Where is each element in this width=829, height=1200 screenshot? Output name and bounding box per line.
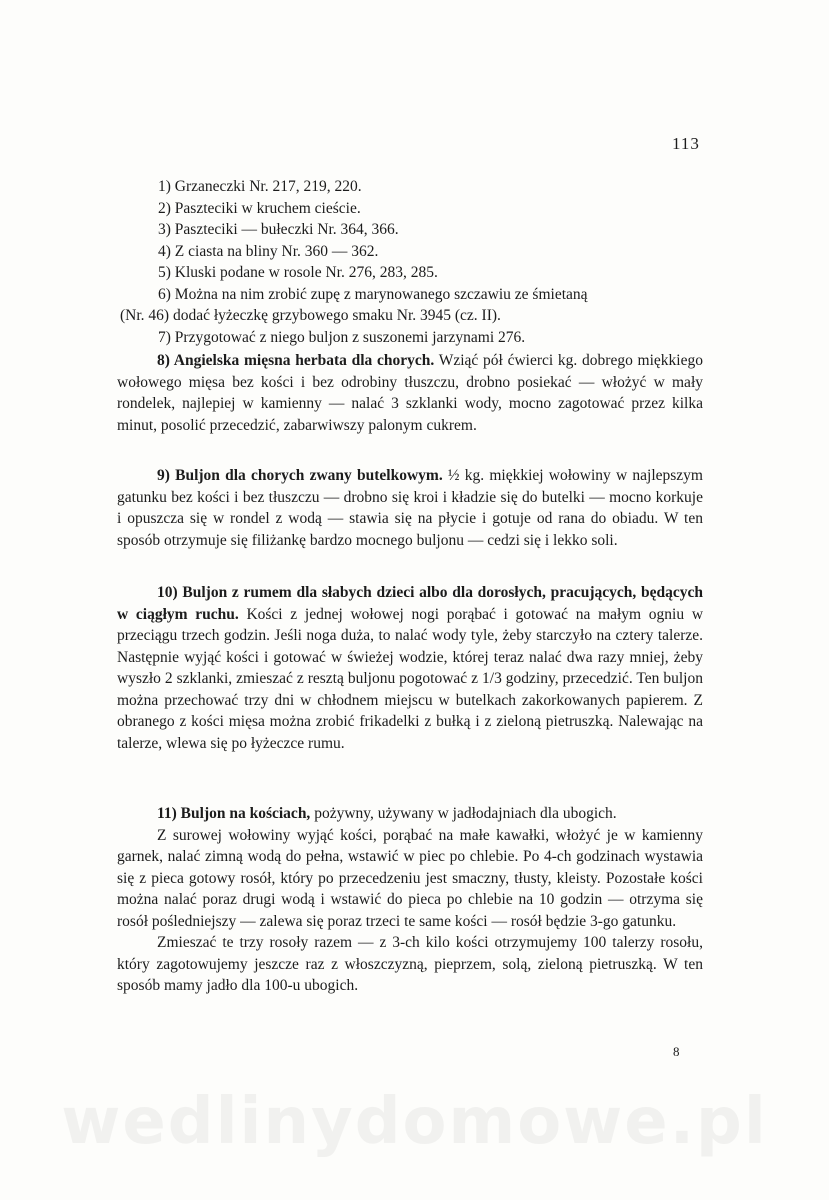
list-item: 1) Grzaneczki Nr. 217, 219, 220. bbox=[158, 178, 362, 195]
recipe-11 bbox=[117, 803, 703, 997]
paragraph: Zmieszać te trzy rosoły razem — z 3-ch kilo kości otrzymujemy 100 talerzy rosołu, który zagotowujemy jeszcze raz z włoszczyzną, pieprzem, solą, zieloną pietruszką. W ten sposób mamy jadło dla 100-u ubogich. bbox=[117, 934, 703, 994]
recipe-title: 9) Buljon dla chorych zwany butelkowym. bbox=[157, 467, 443, 484]
recipe-title: 11) Buljon na kościach, bbox=[157, 805, 311, 822]
recipe-10 bbox=[117, 582, 703, 754]
recipe-title: 10) Buljon z rumem dla słabych dzieci albo dla dorosłych, pracujących, będących w ciągłym ruchu. bbox=[117, 584, 703, 623]
list-item: 7) Przygotować z niego buljon z suszonemi jarzynami 276. bbox=[158, 328, 526, 346]
recipe-body: Wziąć pół ćwierci kg. dobrego miękkiego wołowego mięsa bez kości i bez odrobiny tłuszczu, drobno posiekać — włożyć w mały rondelek, najlepiej w kamienny — nalać 3 szklanki wody, mocno zagotować przez kilka minut, posolić przecedzić, zabarwiwszy palonym cukrem. bbox=[117, 352, 703, 434]
recipe-title: 8) Angielska mięsna herbata dla chorych. bbox=[157, 352, 435, 369]
list-item: (Nr. 46) dodać łyżeczkę grzybowego smaku Nr. 3945 (cz. II). bbox=[120, 307, 501, 324]
watermark: wedlinydomowe.pl bbox=[61, 1085, 768, 1159]
list-item: 2) Paszteciki w kruchem cieście. bbox=[158, 199, 361, 217]
recipe-9 bbox=[117, 465, 703, 551]
page-number: 113 bbox=[672, 134, 700, 153]
recipe-body: pożywny, używany w jadłodajniach dla ubogich. bbox=[314, 805, 617, 822]
list-item: 5) Kluski podane w rosole Nr. 276, 283, 285. bbox=[158, 264, 438, 281]
recipe-body: Kości z jednej wołowej nogi porąbać i gotować na małym ogniu w przeciągu trzech godzin. Jeśli noga duża, to nalać wody tyle, żeby starczyło na cztery talerze. Następnie wyjąć kości i gotować w świeżej wodzie, której teraz nalać dwa razy mniej, żeby wyszło 2 szklanki, zmieszać z resztą buljonu pogotować z 1/3 godziny, przecedzić. Ten buljon można przechować trzy dni w chłodnem miejscu w butelkach zakorkowanych papierem. Z obranego z kości mięsa można zrobić frikadelki z bułką i z zieloną pietruszką. Nalewając na talerze, wlewa się po łyżeczce rumu. bbox=[117, 605, 704, 752]
recipe-8 bbox=[117, 350, 703, 436]
signature-mark: 8 bbox=[673, 1044, 680, 1059]
serving-list bbox=[120, 176, 705, 348]
paragraph: Z surowej wołowiny wyjąć kości, porąbać na małe kawałki, włożyć je w kamienny garnek, nalać zimną wodą do pełna, wstawić w piec po chlebie. Po 4-ch godzinach wystawia się z pieca gotowy rosół, który po przecedzeniu jest smaczny, tłusty, kleisty. Pozostałe kości można nalać poraz drugi wodą i wstawić do pieca po chlebie na 10 godzin — otrzyma się rosół pośledniejszy — zalewa się poraz trzeci te same kości — rosół będzie 3-go gatunku. bbox=[117, 826, 703, 930]
list-item: 4) Z ciasta na bliny Nr. 360 — 362. bbox=[158, 242, 379, 260]
list-item: 6) Można na nim zrobić zupę z marynowanego szczawiu ze śmietaną bbox=[158, 285, 588, 303]
recipe-body: ½ kg. miękkiej wołowiny w najlepszym gatunku bez kości i bez tłuszczu — drobno się kroi i kładzie się do butelki — mocno korkuje i opuszcza się w rondel z wodą — stawia się na płycie i gotuje od rana do obiadu. W ten sposób otrzymuje się filiżankę bardzo mocnego buljonu — cedzi się i lekko soli. bbox=[117, 467, 703, 549]
list-item: 3) Paszteciki — bułeczki Nr. 364, 366. bbox=[158, 221, 399, 238]
